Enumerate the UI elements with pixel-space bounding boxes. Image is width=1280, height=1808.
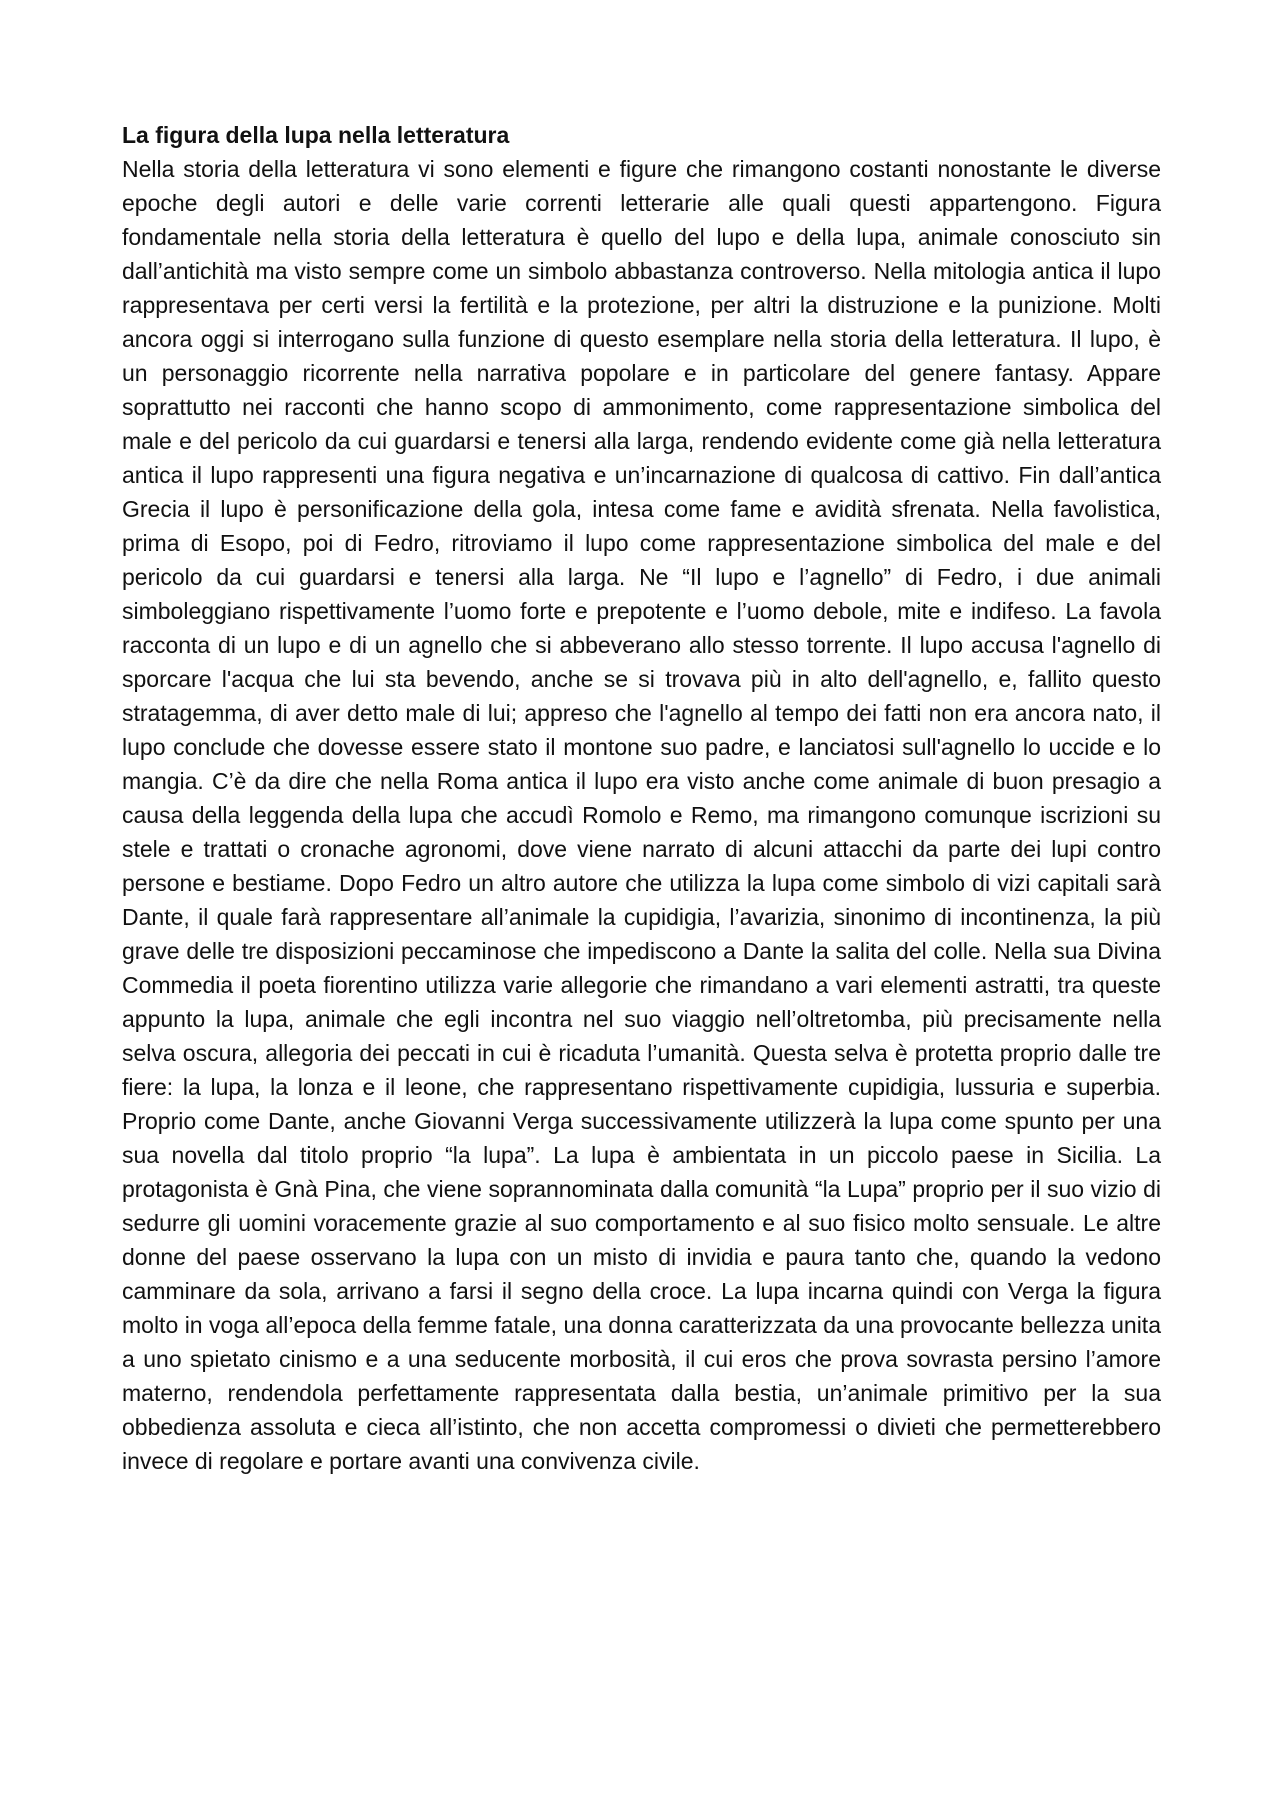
document-title: La figura della lupa nella letteratura	[122, 122, 510, 148]
document-page	[122, 118, 1161, 1478]
document-body: Nella storia della letteratura vi sono elementi e figure che rimangono costanti nonostante le diverse epoche degli autori e delle varie correnti letterarie alle quali questi appartengono. Figura fondamentale nella storia della letteratura è quello del lupo e della lupa, animale conosciuto sin dall’antichità ma visto sempre come un simbolo abbastanza controverso. Nella mitologia antica il lupo rappresentava per certi versi la fertilità e la protezione, per altri la distruzione e la punizione. Molti ancora oggi si interrogano sulla funzione di questo esemplare nella storia della letteratura. Il lupo, è un personaggio ricorrente nella narrativa popolare e in particolare del genere fantasy. Appare soprattutto nei racconti che hanno scopo di ammonimento, come rappresentazione simbolica del male e del pericolo da cui guardarsi e tenersi alla larga, rendendo evidente come già nella letteratura antica il lupo rappresenti una figura negativa e un’incarnazione di qualcosa di cattivo. Fin dall’antica Grecia il lupo è personificazione della gola, intesa come fame e avidità sfrenata. Nella favolistica, prima di Esopo, poi di Fedro, ritroviamo il lupo come rappresentazione simbolica del male e del pericolo da cui guardarsi e tenersi alla larga. Ne “Il lupo e l’agnello” di Fedro, i due animali simboleggiano rispettivamente l’uomo forte e prepotente e l’uomo debole, mite e indifeso. La favola racconta di un lupo e di un agnello che si abbeverano allo stesso torrente. Il lupo accusa l'agnello di sporcare l'acqua che lui sta bevendo, anche se si trovava più in alto dell'agnello, e, fallito questo stratagemma, di aver detto male di lui; appreso che l'agnello al tempo dei fatti non era ancora nato, il lupo conclude che dovesse essere stato il montone suo padre, e lanciatosi sull'agnello lo uccide e lo mangia. C’è da dire che nella Roma antica il lupo era visto anche come animale di buon presagio a causa della leggenda della lupa che accudì Romolo e Remo, ma rimangono comunque iscrizioni su stele e trattati o cronache agronomi, dove viene narrato di alcuni attacchi da parte dei lupi contro persone e bestiame. Dopo Fedro un altro autore che utilizza la lupa come simbolo di vizi capitali sarà Dante, il quale farà rappresentare all’animale la cupidigia, l’avarizia, sinonimo di incontinenza, la più grave delle tre disposizioni peccaminose che impediscono a Dante la salita del colle. Nella sua Divina Commedia il poeta fiorentino utilizza varie allegorie che rimandano a vari elementi astratti, tra queste appunto la lupa, animale che egli incontra nel suo viaggio nell’oltretomba, più precisamente nella selva oscura, allegoria dei peccati in cui è ricaduta l’umanità. Questa selva è protetta proprio dalle tre fiere: la lupa, la lonza e il leone, che rappresentano rispettivamente cupidigia, lussuria e superbia. Proprio come Dante, anche Giovanni Verga successivamente utilizzerà la lupa come spunto per una sua novella dal titolo proprio “la lupa”. La lupa è ambientata in un piccolo paese in Sicilia. La protagonista è Gnà Pina, che viene soprannominata dalla comunità “la Lupa” proprio per il suo vizio di sedurre gli uomini voracemente grazie al suo comportamento e al suo fisico molto sensuale. Le altre donne del paese osservano la lupa con un misto di invidia e paura tanto che, quando la vedono camminare da sola, arrivano a farsi il segno della croce. La lupa incarna quindi con Verga la figura molto in voga all’epoca della femme fatale, una donna caratterizzata da una provocante bellezza unita a uno spietato cinismo e a una seducente morbosità, il cui eros che prova sovrasta persino l’amore materno, rendendola perfettamente rappresentata dalla bestia, un’animale primitivo per la sua obbedienza assoluta e cieca all’istinto, che non accetta compromessi o divieti che permetterebbero invece di regolare e portare avanti una convivenza civile.	[122, 156, 1161, 1474]
